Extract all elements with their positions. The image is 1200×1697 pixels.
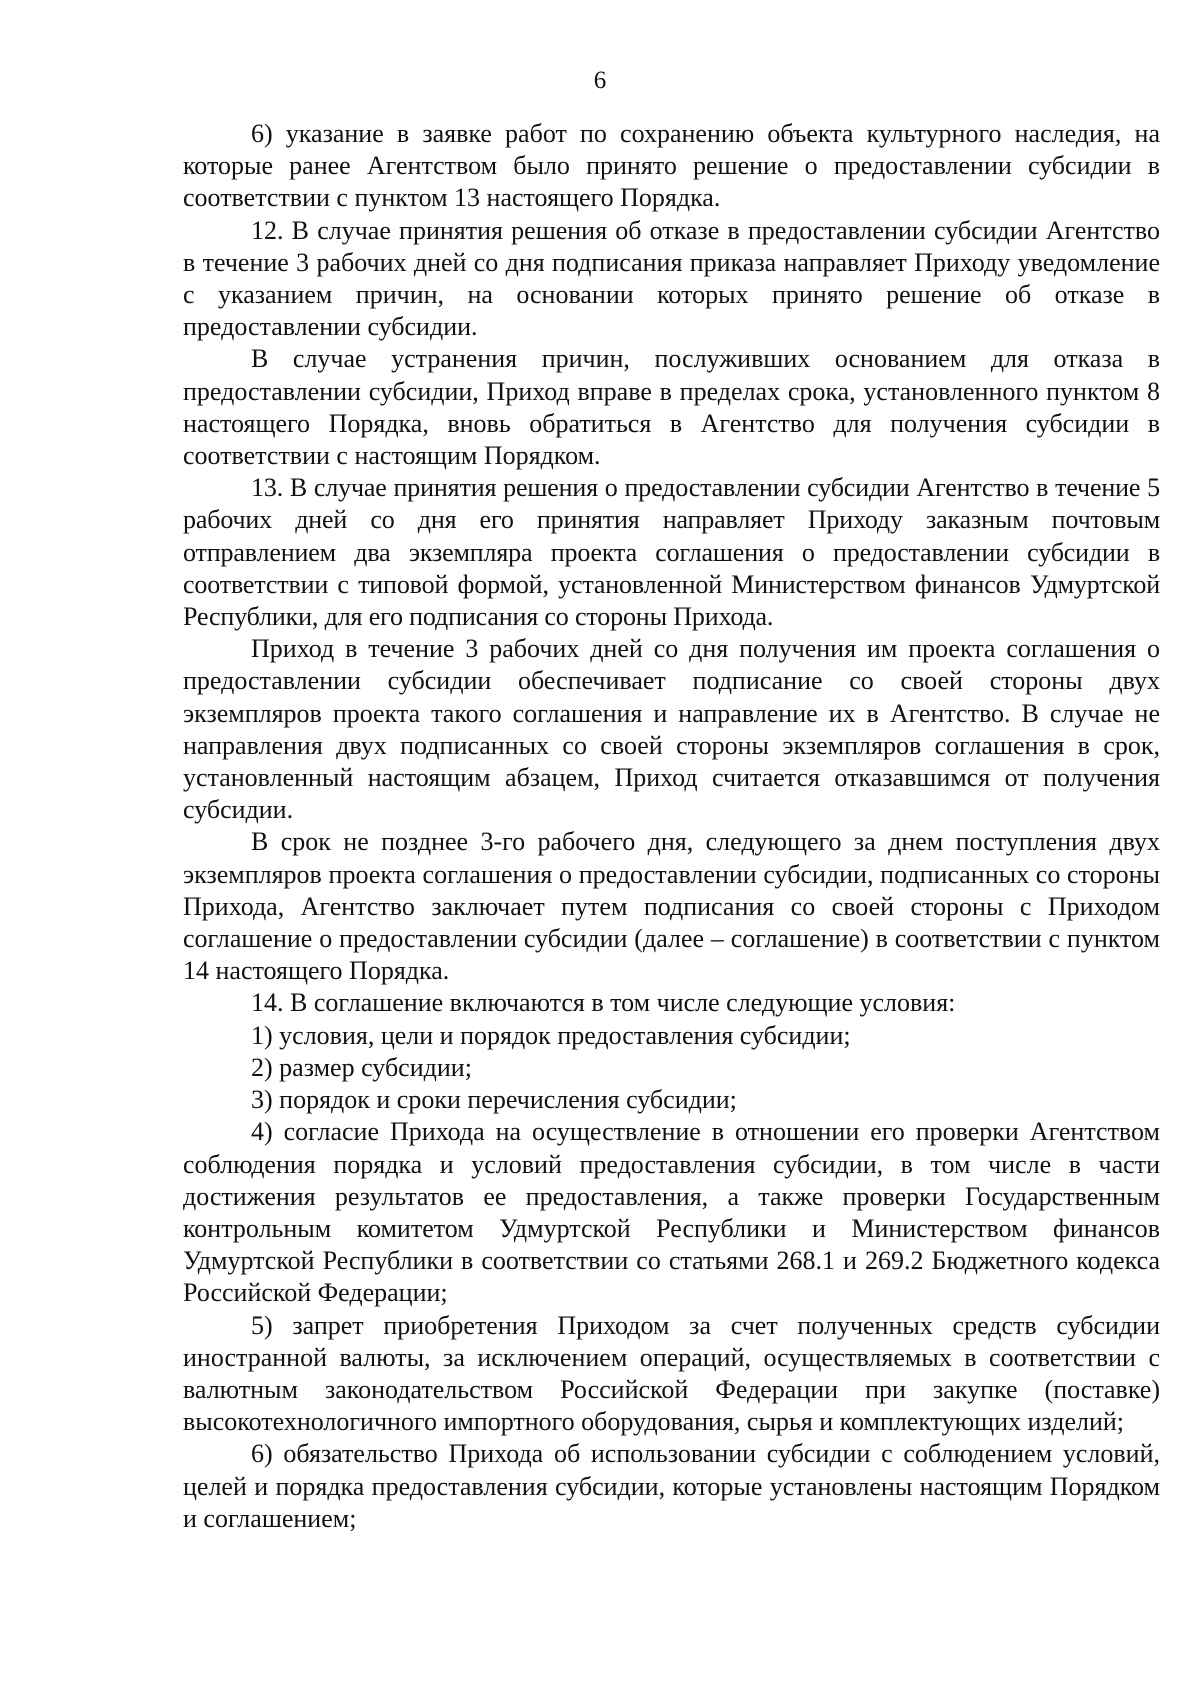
paragraph-14-heading: 14. В соглашение включаются в том числе следующие условия: [251,988,956,1018]
list-item-2-subsidy-size: 2) размер субсидии; [251,1052,472,1082]
list-item-6-usage-obligation: 6) обязательство Прихода об использовании субсидии с соблюдением условий, целей и порядка предоставления субсидии, которые установлены настоящим Порядком и соглашением; [183,1439,1160,1533]
list-item-3-transfer-terms: 3) порядок и сроки перечисления субсидии; [251,1085,737,1115]
paragraph-12-refusal-notice: 12. В случае принятия решения об отказе в предоставлении субсидии Агентство в течение 3 рабочих дней со дня подписания приказа направляет Приходу уведомление с указанием причин, на основании которых принято решение об отказе в предоставлении субсидии. [183,215,1160,342]
paragraph-13-agreement-draft: 13. В случае принятия решения о предоставлении субсидии Агентство в течение 5 рабочих дней со дня его принятия направляет Приходу заказным почтовым отправлением два экземпляра проекта соглашения о предоставлении субсидии в соответствии с типовой формой, установленной Министерством финансов Удмуртской Республики, для его подписания со стороны Прихода. [183,473,1160,632]
list-item-1-conditions: 1) условия, цели и порядок предоставления субсидии; [251,1020,851,1050]
document-body [183,118,1160,1535]
paragraph-12-reapplication: В случае устранения причин, послуживших основанием для отказа в предоставлении субсидии, Приход вправе в пределах срока, установленного пунктом 8 настоящего Порядка, вновь обратиться в Агентство для получения субсидии в соответствии с настоящим Порядком. [183,344,1160,471]
list-item-4-inspection-consent: 4) согласие Прихода на осуществление в отношении его проверки Агентством соблюдения порядка и условий предоставления субсидии, в том числе в части достижения результатов ее предоставления, а также проверки Государственным контрольным комитетом Удмуртской Республики и Министерством финансов Удмуртской Республики в соответствии со статьями 268.1 и 269.2 Бюджетного кодекса Российской Федерации; [183,1117,1160,1308]
paragraph-13-agreement-conclusion: В срок не позднее 3-го рабочего дня, следующего за днем поступления двух экземпляров проекта соглашения о предоставлении субсидии, подписанных со стороны Прихода, Агентство заключает путем подписания со своей стороны с Приходом соглашение о предоставлении субсидии (далее – соглашение) в соответствии с пунктом 14 настоящего Порядка. [183,827,1160,986]
page-number: 6 [593,67,607,94]
list-item-5-currency-ban: 5) запрет приобретения Приходом за счет полученных средств субсидии иностранной валюты, за исключением операций, осуществляемых в соответствии с валютным законодательством Российской Федерации при закупке (поставке) высокотехнологичного импортного оборудования, сырья и комплектующих изделий; [183,1310,1160,1437]
paragraph-13-signing-deadline: Приход в течение 3 рабочих дней со дня получения им проекта соглашения о предоставлении субсидии обеспечивает подписание со своей стороны двух экземпляров проекта такого соглашения и направление их в Агентство. В случае не направления двух подписанных со своей стороны экземпляров соглашения в срок, установленный настоящим абзацем, Приход считается отказавшимся от получения субсидии. [183,634,1160,825]
paragraph-item-6-heritage-works: 6) указание в заявке работ по сохранению объекта культурного наследия, на которые ранее Агентством было принято решение о предоставлении субсидии в соответствии с пунктом 13 настоящего Порядка. [183,119,1160,213]
